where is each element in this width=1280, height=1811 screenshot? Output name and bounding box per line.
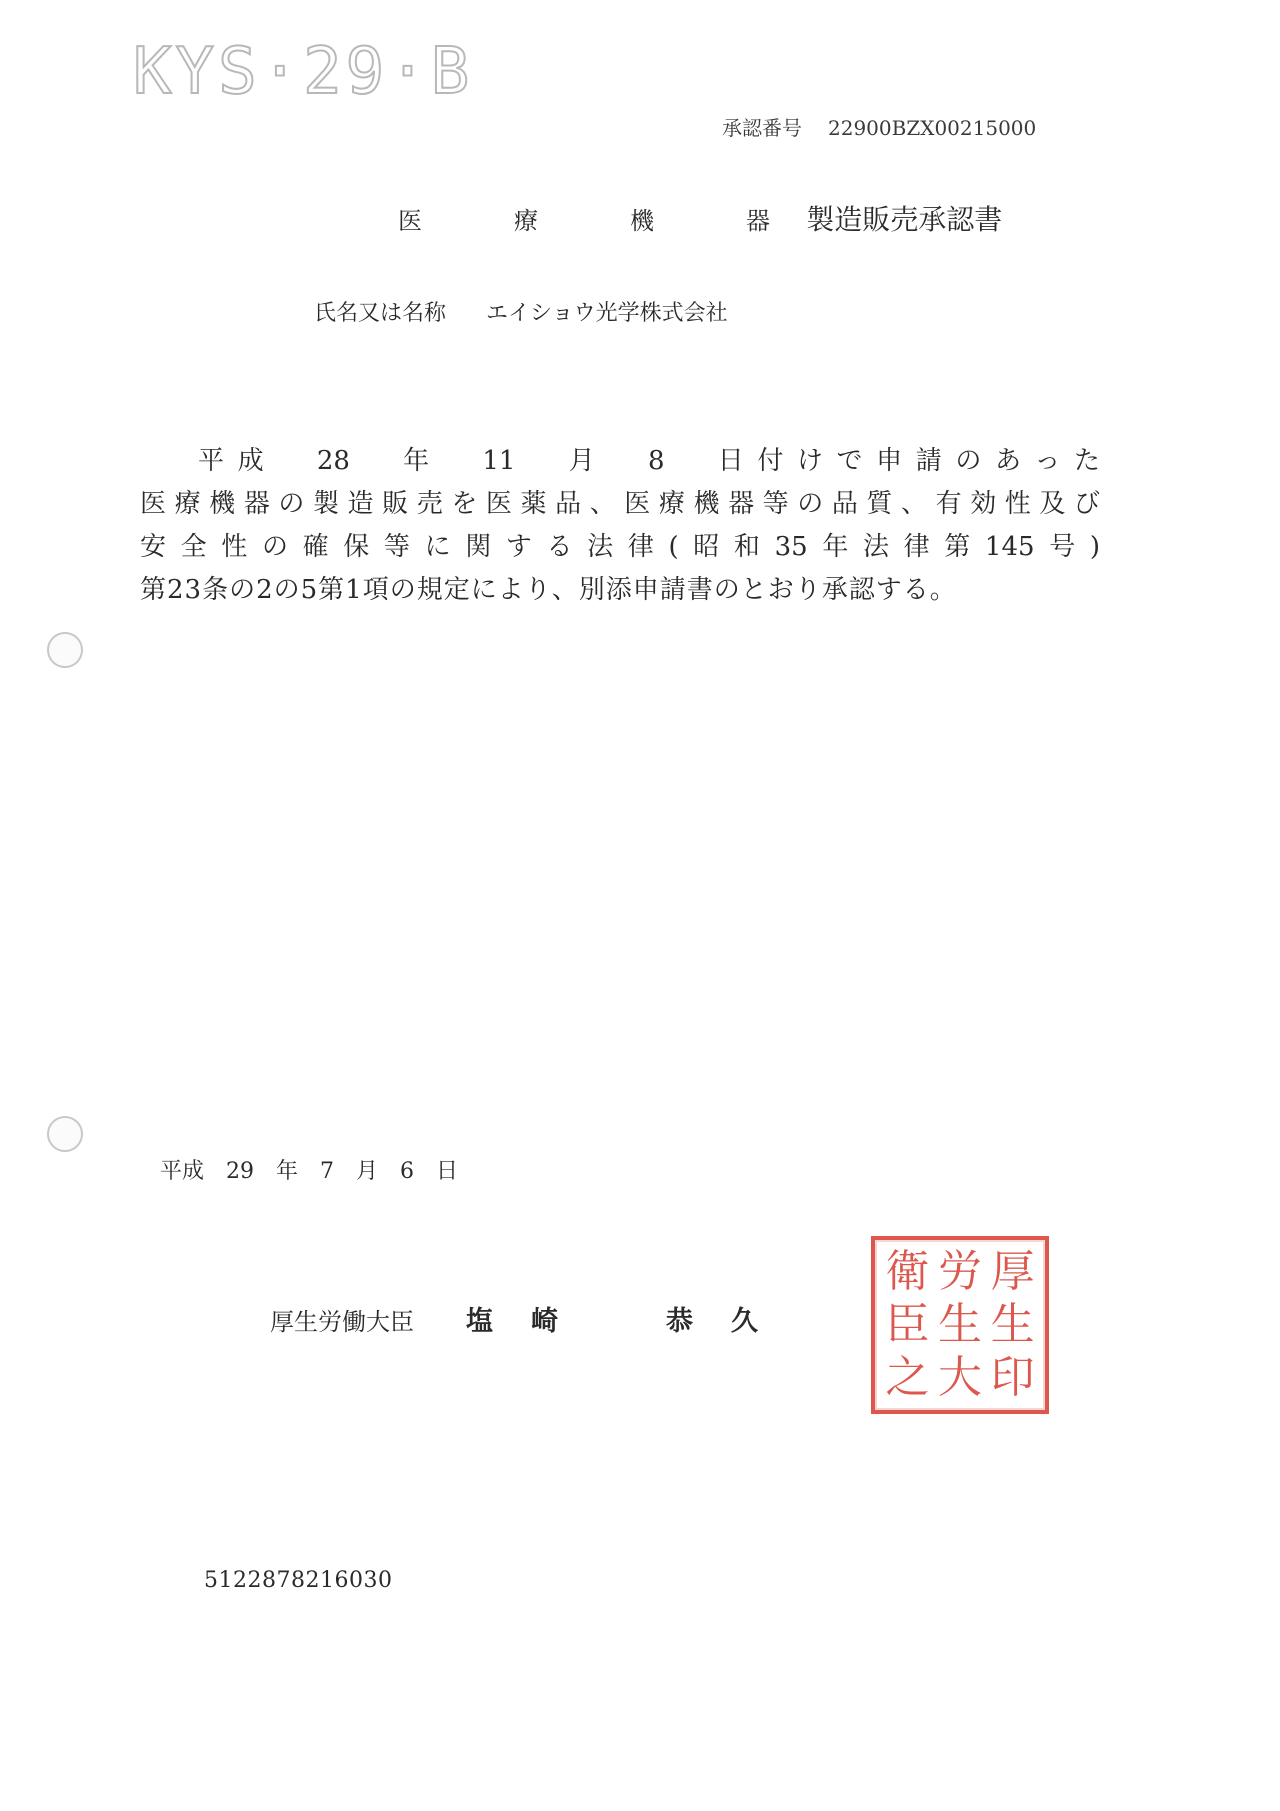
approval-statement xyxy=(140,440,1100,612)
approval-number-value: 22900BZX00215000 xyxy=(828,116,1037,140)
statement-line-4: 第23条の2の5第1項の規定により、別添申請書のとおり承認する。 xyxy=(140,575,957,605)
statement-line-2: 医療機器の製造販売を医薬品、医療機器等の品質、有効性及び xyxy=(140,489,1100,519)
title-main: 製造販売承認書 xyxy=(806,203,1003,236)
seal-glyph: 厚 xyxy=(990,1246,1035,1298)
punch-hole xyxy=(47,1116,83,1152)
minister-family-name: 塩崎 xyxy=(466,1306,596,1337)
minister-signature-row xyxy=(270,1299,796,1338)
seal-glyph: 臣 xyxy=(885,1298,930,1350)
perforation-stamp: KYS·29·B xyxy=(133,35,474,109)
issue-date: 平成 29 年 7 月 6 日 xyxy=(160,1159,458,1184)
applicant-row xyxy=(314,296,728,327)
seal-glyph: 大 xyxy=(937,1351,982,1403)
official-seal xyxy=(871,1236,1049,1414)
seal-glyph: 生 xyxy=(990,1298,1035,1350)
document-title xyxy=(398,198,1002,238)
seal-glyph: 之 xyxy=(885,1351,930,1403)
title-category: 医 療 機 器 xyxy=(398,207,804,235)
seal-glyph: 生 xyxy=(937,1298,982,1350)
seal-glyph: 衛 xyxy=(885,1246,930,1298)
statement-line-3: 安全性の確保等に関する法律(昭和35年法律第145号) xyxy=(140,532,1100,562)
serial-number: 5122878216030 xyxy=(204,1568,393,1593)
minister-given-name: 恭久 xyxy=(666,1306,796,1337)
applicant-name: エイショウ光学株式会社 xyxy=(486,301,728,326)
applicant-label: 氏名又は名称 xyxy=(314,301,447,326)
statement-line-1: 平成 28 年 11 月 8 日付けで申請のあった xyxy=(198,446,1100,476)
approval-number-label: 承認番号 xyxy=(722,116,802,140)
approval-number-row xyxy=(722,112,1036,141)
seal-glyph: 労 xyxy=(937,1246,982,1298)
punch-hole xyxy=(47,632,83,668)
minister-title: 厚生労働大臣 xyxy=(270,1308,414,1336)
seal-glyph: 印 xyxy=(990,1351,1035,1403)
